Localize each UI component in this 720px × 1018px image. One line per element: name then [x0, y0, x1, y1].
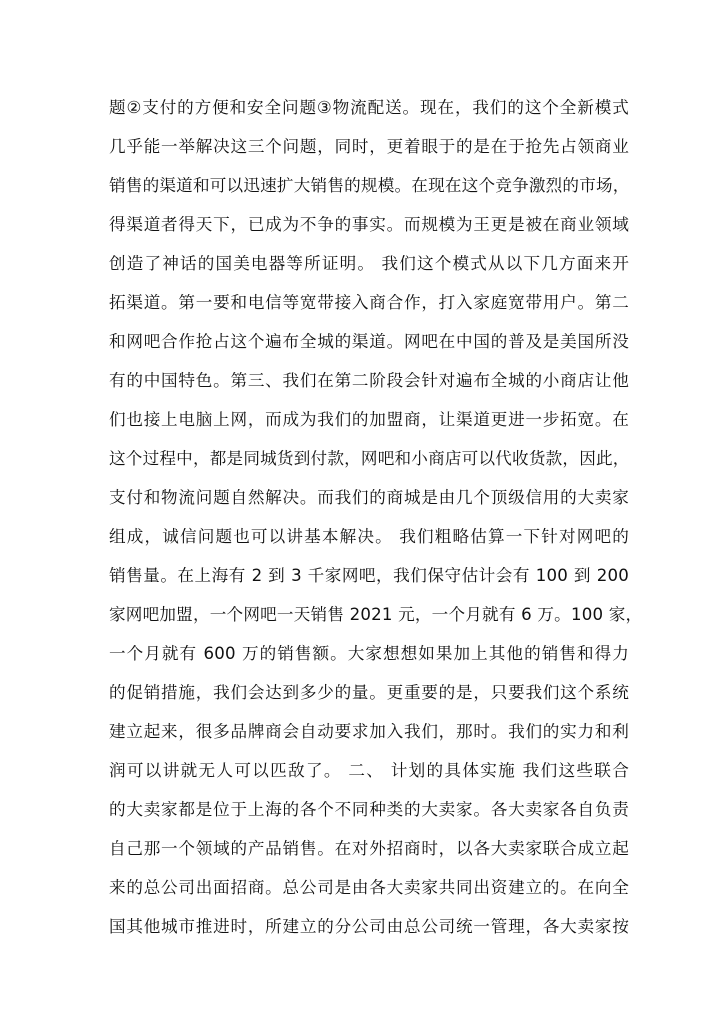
text-line: 销售的渠道和可以迅速扩大销售的规模。在现在这个竞争激烈的市场，: [109, 176, 630, 195]
text-line: 得渠道者得天下，已成为不争的事实。而规模为王更是被在商业领域: [109, 215, 629, 234]
text-line: 和网吧合作抢占这个遍布全城的渠道。网吧在中国的普及是美国所没: [109, 332, 629, 351]
text-line: 家网吧加盟，一个网吧一天销售 2021 元，一个月就有 6 万。100 家，: [109, 605, 643, 624]
text-line: 这个过程中，都是同城货到付款，网吧和小商店可以代收货款，因此，: [109, 449, 630, 468]
text-line: 支付和物流问题自然解决。而我们的商城是由几个顶级信用的大卖家: [109, 488, 629, 507]
text-line: 几乎能一举解决这三个问题，同时，更着眼于的是在于抢先占领商业: [109, 137, 629, 156]
body-text: [109, 88, 643, 946]
text-line: 销售量。在上海有 2 到 3 千家网吧，我们保守估计会有 100 到 200: [109, 566, 629, 585]
text-line: 有的中国特色。第三、我们在第二阶段会针对遍布全城的小商店让他: [109, 371, 629, 390]
text-line: 的促销措施，我们会达到多少的量。更重要的是，只要我们这个系统: [109, 683, 629, 702]
text-line: 们也接上电脑上网，而成为我们的加盟商，让渠道更进一步拓宽。在: [109, 410, 629, 429]
text-line: 润可以讲就无人可以匹敌了。 二、 计划的具体实施 我们这些联合: [109, 761, 629, 780]
text-line: 题②支付的方便和安全问题③物流配送。现在，我们的这个全新模式: [109, 98, 629, 117]
text-line: 创造了神话的国美电器等所证明。 我们这个模式从以下几方面来开: [109, 254, 629, 273]
text-line: 一个月就有 600 万的销售额。大家想想如果加上其他的销售和得力: [109, 644, 629, 663]
text-line: 来的总公司出面招商。总公司是由各大卖家共同出资建立的。在向全: [109, 878, 629, 897]
text-line: 国其他城市推进时，所建立的分公司由总公司统一管理，各大卖家按: [109, 917, 629, 936]
text-line: 自己那一个领域的产品销售。在对外招商时，以各大卖家联合成立起: [109, 839, 629, 858]
text-line: 组成，诚信问题也可以讲基本解决。 我们粗略估算一下针对网吧的: [109, 527, 629, 546]
text-line: 拓渠道。第一要和电信等宽带接入商合作，打入家庭宽带用户。第二: [109, 293, 629, 312]
text-line: 的大卖家都是位于上海的各个不同种类的大卖家。各大卖家各自负责: [109, 800, 629, 819]
text-line: 建立起来，很多品牌商会自动要求加入我们，那时。我们的实力和利: [109, 722, 629, 741]
